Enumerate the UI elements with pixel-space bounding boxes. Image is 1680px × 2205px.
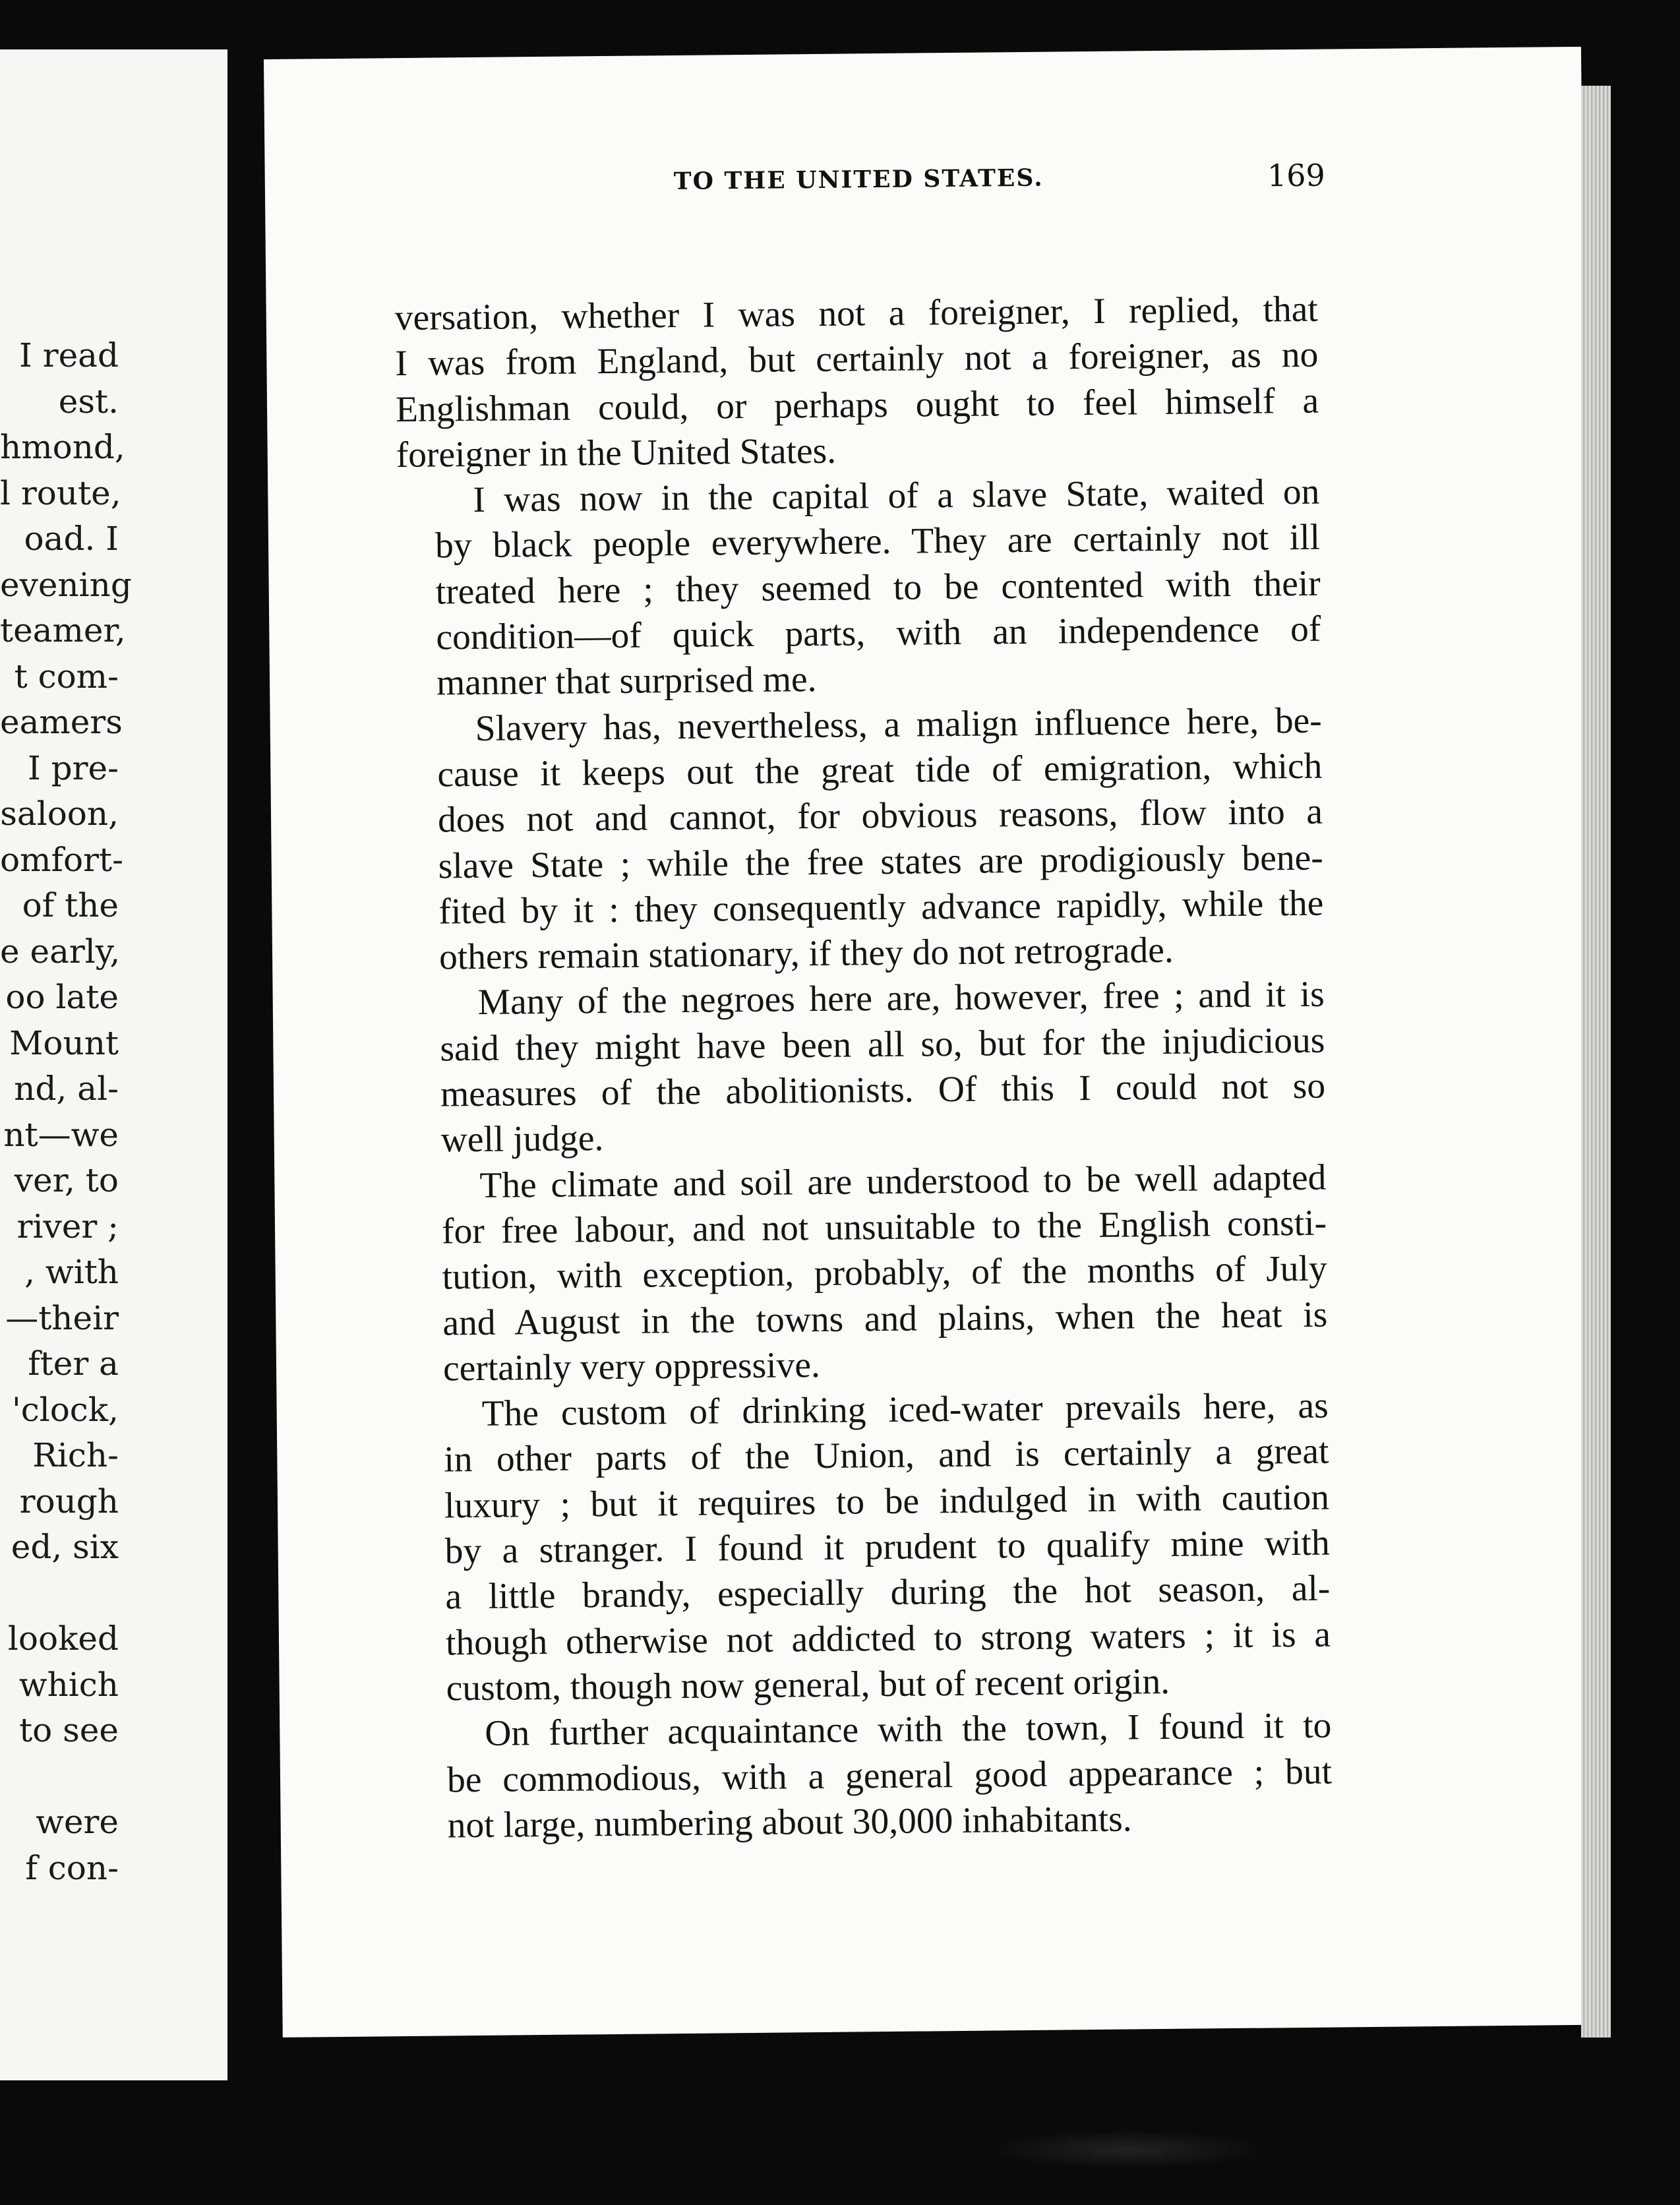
left-page-fragment: I pre- — [27, 748, 119, 787]
left-page-fragment: 'clock, — [11, 1390, 119, 1429]
left-page-fragment: omfort- — [0, 840, 124, 879]
left-page-fragment: t com- — [14, 657, 119, 696]
text-line: be commodious, with a general good appearance ; but — [446, 1751, 1333, 1800]
text-line: others remain stationary, if they do not retrograde. — [438, 930, 1174, 978]
page-body-text — [394, 287, 1333, 1849]
left-page-fragment: evening — [0, 565, 132, 604]
text-line: foreigner in the United States. — [396, 431, 837, 475]
left-page-fragment: looked — [7, 1619, 119, 1658]
left-page-fragment: oad. I — [24, 520, 119, 558]
text-line: custom, though now general, but of recent origin. — [446, 1661, 1170, 1709]
left-page-fragment: which — [18, 1665, 119, 1704]
page-edges — [1581, 86, 1611, 2038]
left-page-fragment: teamer, — [0, 611, 126, 649]
paragraph — [394, 287, 1319, 479]
left-page-fragment: l route, — [0, 473, 121, 512]
left-page-fragment: est. — [58, 382, 119, 421]
text-line: tution, with exception, probably, of the months of July — [442, 1248, 1327, 1298]
text-line: treated here ; they seemed to be contented with their — [435, 563, 1321, 613]
text-line: though otherwise not addicted to strong waters ; it is a — [445, 1614, 1331, 1664]
left-page-fragment: ver, to — [14, 1161, 119, 1199]
left-page-fragment: fter a — [28, 1344, 119, 1383]
paragraph — [408, 1703, 1333, 1849]
left-facing-page — [0, 49, 227, 2080]
left-page-fragment: I read — [19, 336, 119, 375]
left-page-fragment: hmond, — [0, 428, 125, 466]
left-page-fragment: saloon, — [0, 795, 119, 833]
text-line: manner that surprised me. — [436, 659, 817, 704]
text-line: and August in the towns and plains, when the heat is — [442, 1294, 1328, 1344]
left-page-fragment: eamers — [0, 703, 123, 741]
text-line: not large, numbering about 30,000 inhabitants. — [447, 1799, 1132, 1846]
right-page — [264, 47, 1600, 2038]
left-page-fragment: to see — [19, 1711, 119, 1749]
text-line: Slavery has, nevertheless, a malign influence here, be- — [475, 700, 1322, 749]
paragraph — [396, 469, 1321, 707]
text-line: cause it keeps out the great tide of emigration, which — [437, 746, 1323, 795]
text-line: The climate and soil are understood to be well adapted — [479, 1157, 1327, 1206]
running-title: TO THE UNITED STATES. — [673, 164, 1044, 196]
text-line: On further acquaintance with the town, I found it to — [485, 1705, 1332, 1755]
left-page-fragment: f con- — [25, 1848, 119, 1887]
text-line: certainly very oppressive. — [442, 1344, 821, 1389]
text-line: fited by it : they consequently advance rapidly, while the — [438, 883, 1324, 932]
page-number: 169 — [1267, 157, 1326, 194]
paragraph — [403, 1155, 1328, 1392]
text-line: versation, whether I was not a foreigner, I replied, that — [394, 289, 1319, 339]
running-head — [410, 157, 1326, 196]
left-page-text-fragments — [0, 333, 132, 1891]
text-line: by black people everywhere. They are certainly not ill — [435, 518, 1321, 567]
text-line: slave State ; while the free states are prodigiously bene- — [438, 837, 1323, 887]
scan-shadow — [989, 2130, 1266, 2169]
text-line: in other parts of the Union, and is certainly a great — [444, 1432, 1329, 1480]
left-page-fragment: , with — [24, 1253, 119, 1291]
left-page-fragment: —their — [5, 1298, 119, 1337]
left-page-fragment: oo late — [5, 978, 119, 1016]
text-line: luxury ; but it requires to be indulged in with caution — [444, 1477, 1330, 1526]
text-line: The custom of drinking iced-water prevails here, as — [481, 1385, 1329, 1435]
text-line: well judge. — [440, 1118, 604, 1161]
book-gutter — [227, 56, 264, 2087]
left-page-fragment: e early, — [0, 932, 121, 971]
left-page-fragment: Mount — [9, 1023, 119, 1062]
paragraph — [401, 972, 1326, 1164]
left-page-fragment: nt—we — [3, 1115, 119, 1154]
text-line: I was from England, but certainly not a foreigner, as no — [395, 334, 1319, 384]
text-line: Many of the negroes here are, however, free ; and it is — [477, 975, 1325, 1023]
left-page-fragment — [0, 1754, 119, 1800]
left-page-fragment: Rich- — [32, 1436, 119, 1474]
paragraph — [398, 698, 1324, 981]
text-line: I was now in the capital of a slave State, waited on — [473, 471, 1320, 521]
left-page-fragment: ed, six — [11, 1528, 119, 1566]
left-page-fragment: rough — [19, 1482, 119, 1521]
left-page-fragment: of the — [22, 886, 119, 924]
left-page-fragment: river ; — [16, 1207, 119, 1246]
left-page-fragment — [0, 1571, 119, 1617]
text-line: measures of the abolitionists. Of this I could not so — [440, 1066, 1326, 1115]
text-line: condition—of quick parts, with an independence of — [436, 609, 1321, 658]
text-line: by a stranger. I found it prudent to qualify mine with — [444, 1523, 1330, 1572]
text-line: does not and cannot, for obvious reasons, flow into a — [437, 791, 1323, 841]
left-page-fragment: nd, al- — [14, 1070, 119, 1108]
text-line: Englishman could, or perhaps ought to feel himself a — [395, 380, 1319, 430]
paragraph — [405, 1383, 1331, 1712]
text-line: for free labour, and not unsuitable to the English consti- — [441, 1203, 1327, 1252]
text-line: said they might have been all so, but for the injudicious — [440, 1020, 1325, 1070]
text-line: a little brandy, especially during the hot season, al- — [445, 1568, 1331, 1617]
left-page-fragment: were — [36, 1803, 119, 1841]
